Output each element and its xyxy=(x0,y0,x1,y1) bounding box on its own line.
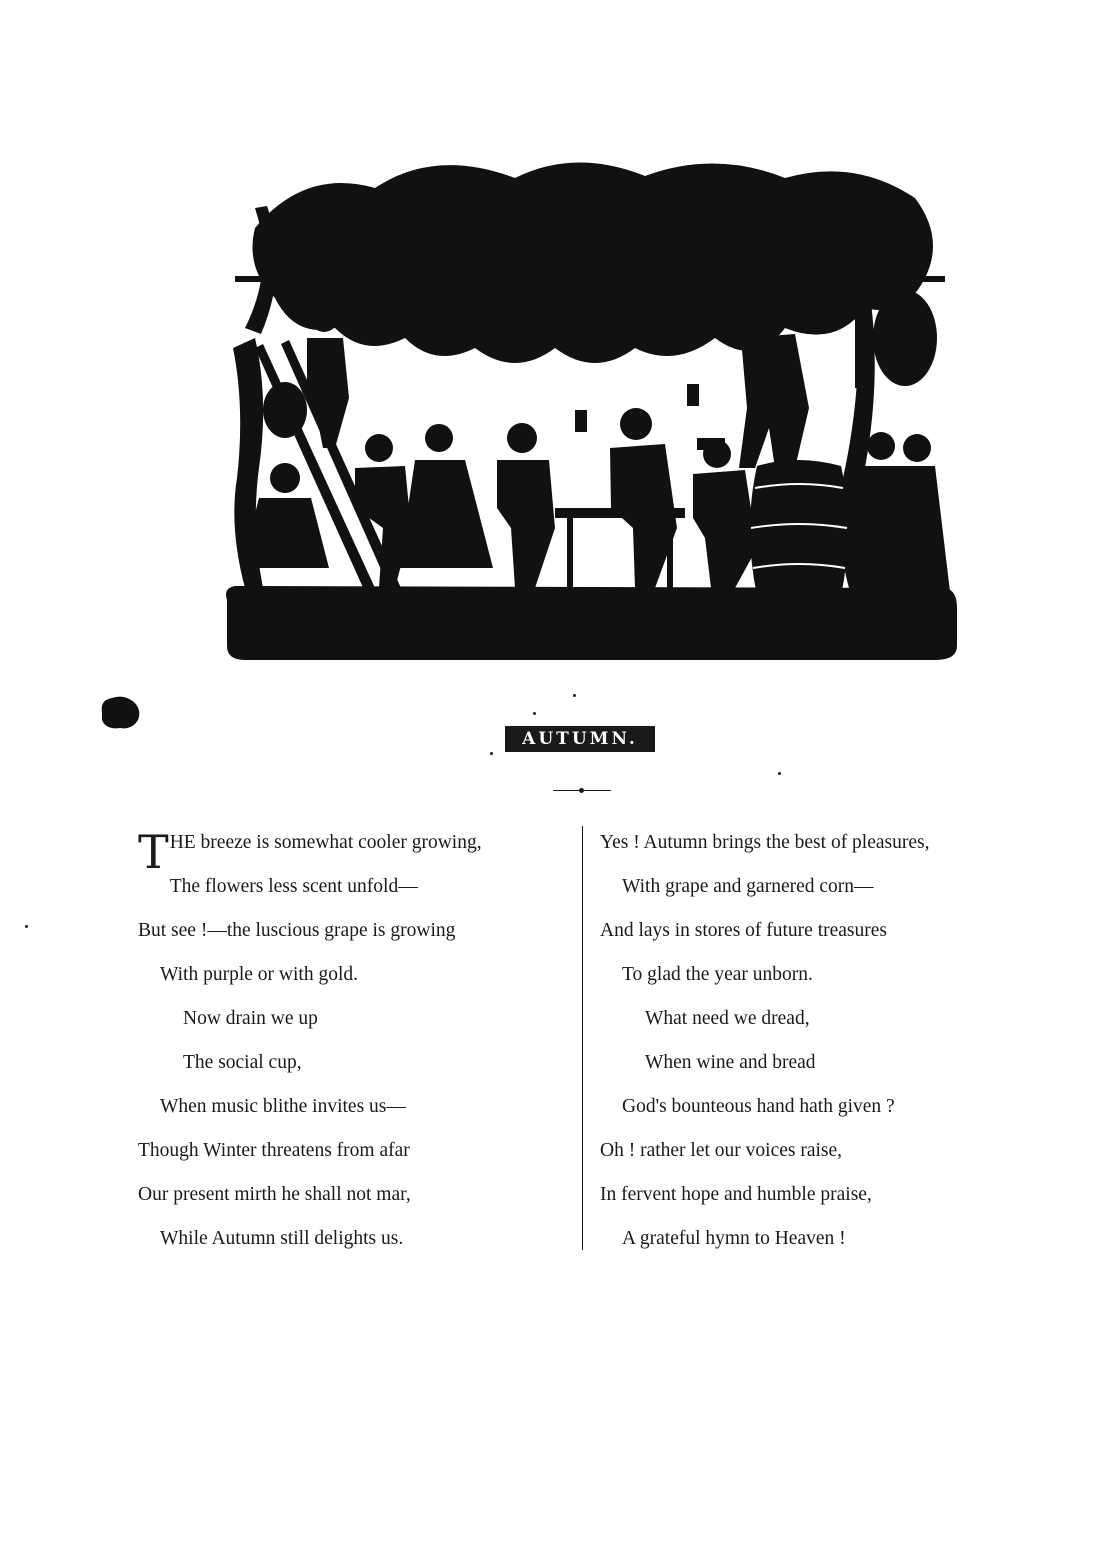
title-rule-dot xyxy=(579,788,584,793)
poem-line: God's bounteous hand hath given ? xyxy=(622,1096,895,1117)
poem-line: The flowers less scent unfold— xyxy=(169,876,418,897)
ink-speck xyxy=(490,752,493,755)
poem-line: Our present mirth he shall not mar, xyxy=(138,1184,411,1205)
poem-line: Oh ! rather let our voices raise, xyxy=(600,1140,843,1161)
poem-line: Now drain we up xyxy=(183,1008,318,1029)
poem-line: To glad the year unborn. xyxy=(622,964,813,985)
poem-line: With grape and garnered corn— xyxy=(622,876,874,897)
poem-line: Yes ! Autumn brings the best of pleasures, xyxy=(600,832,930,853)
stanza-left xyxy=(138,826,578,1266)
poem-line: With purple or with gold. xyxy=(160,964,358,985)
poem-line: When music blithe invites us— xyxy=(160,1096,406,1117)
column-divider xyxy=(582,826,583,1250)
ink-speck xyxy=(533,712,536,715)
poem-line: In fervent hope and humble praise, xyxy=(600,1184,872,1205)
poem-line-text: HE breeze is somewhat cooler growing, xyxy=(169,832,482,853)
poem-line: The social cup, xyxy=(183,1052,302,1073)
drop-cap: T xyxy=(138,825,169,879)
poem-line: And lays in stores of future treasures xyxy=(600,920,888,941)
poem-line: While Autumn still delights us. xyxy=(160,1228,404,1249)
autumn-vineyard-silhouette-icon xyxy=(215,148,960,663)
poem-line: When wine and bread xyxy=(645,1052,816,1073)
poem-line: But see !—the luscious grape is growing xyxy=(138,920,456,941)
ink-speck xyxy=(25,925,28,928)
poem-line: What need we dread, xyxy=(645,1008,810,1029)
ink-speck xyxy=(778,772,781,775)
poem-title: AUTUMN. xyxy=(505,726,655,752)
ink-blot-icon xyxy=(98,694,142,732)
poem-line: Though Winter threatens from afar xyxy=(138,1140,410,1161)
poem-line: A grateful hymn to Heaven ! xyxy=(622,1228,846,1249)
ink-speck xyxy=(573,694,576,697)
poem-line xyxy=(138,825,578,879)
poem-title-ornament xyxy=(505,726,655,752)
stanza-right xyxy=(600,826,1040,1266)
